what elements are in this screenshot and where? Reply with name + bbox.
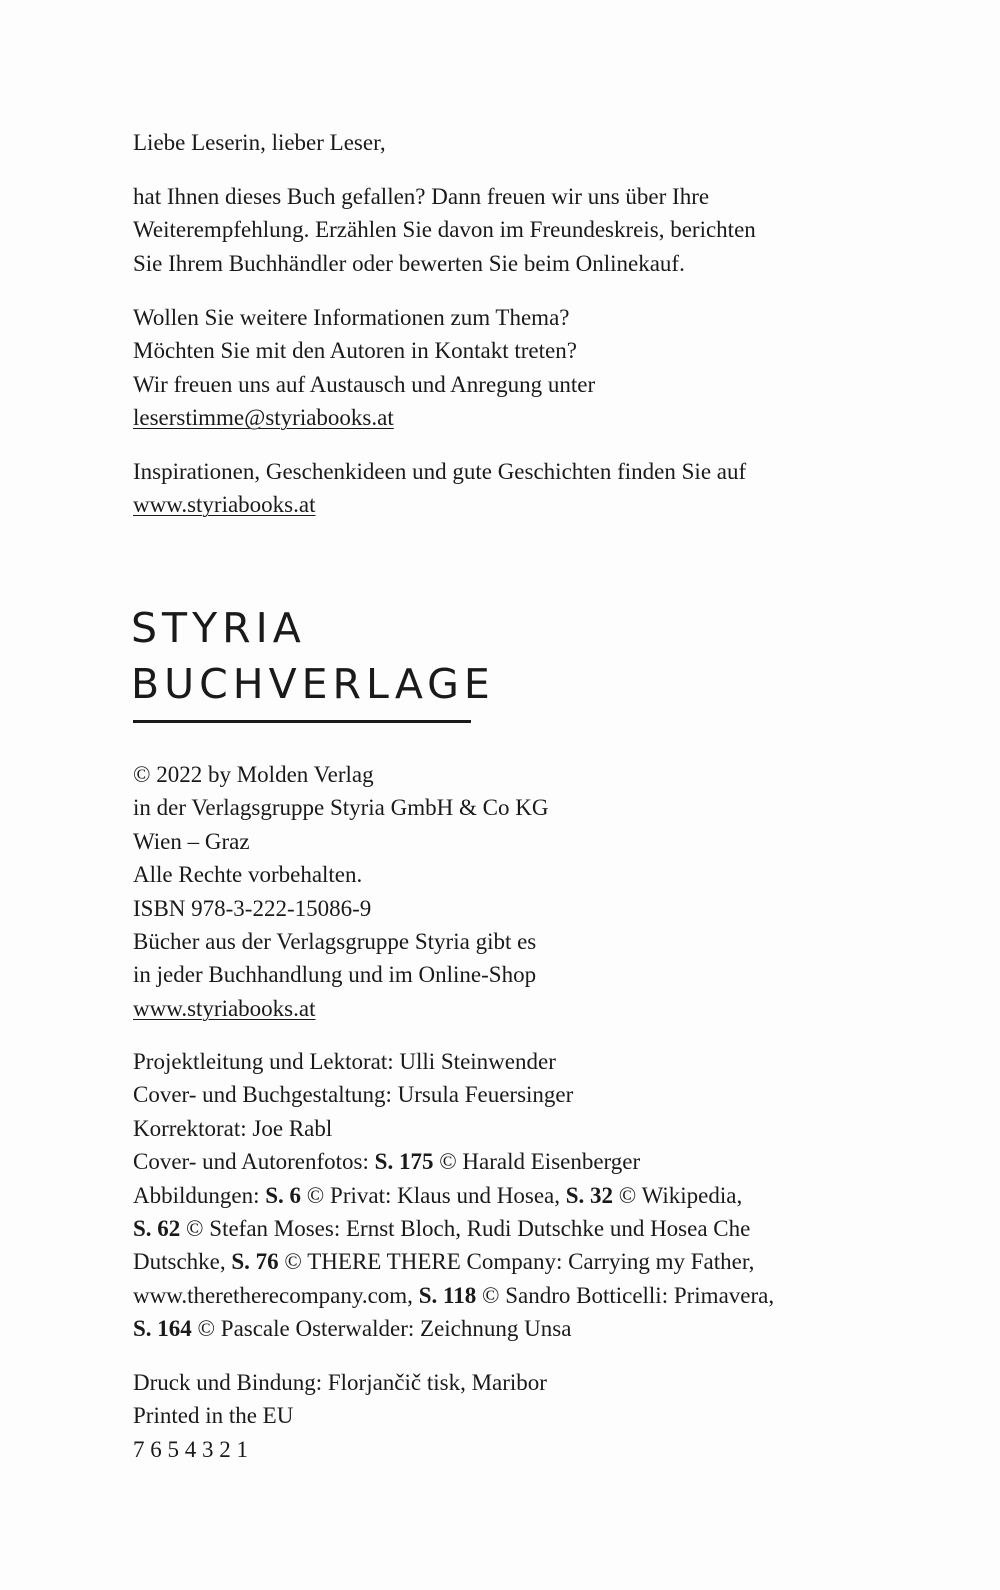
credit-illustrations-cont: S. 62 © Stefan Moses: Ernst Bloch, Rudi Dutschke und Hosea Che	[133, 1216, 751, 1242]
imprint-line: © 2022 by Molden Verlag	[133, 762, 374, 787]
isbn-line: ISBN 978-3-222-15086-9	[133, 895, 372, 921]
inspiration-paragraph	[133, 455, 833, 522]
paragraph-line: Weiterempfehlung. Erzählen Sie davon im Freundeskreis, berichten	[133, 217, 756, 243]
paragraph-line: Inspirationen, Geschenkideen und gute Geschichten finden Sie auf	[133, 459, 747, 484]
credit-illustrations-cont: www.theretherecompany.com, S. 118 © Sandro Botticelli: Primavera,	[133, 1282, 775, 1308]
reader-letter	[133, 126, 833, 159]
credit-illustrations-cont: Dutschke, S. 76 © THERE THERE Company: Carrying my Father,	[133, 1249, 755, 1275]
printing-block	[133, 1366, 833, 1466]
paragraph-line: Wollen Sie weitere Informationen zum Thema?	[133, 305, 570, 330]
paragraph-line: Wir freuen uns auf Austausch und Anregung unter	[133, 371, 596, 397]
imprint-line: Alle Rechte vorbehalten.	[133, 862, 363, 888]
copyright-block	[133, 758, 833, 1025]
credit-illustrations-cont: S. 164 © Pascale Osterwalder: Zeichnung Unsa	[133, 1316, 572, 1342]
credit-design: Cover- und Buchgestaltung: Ursula Feuersinger	[133, 1082, 574, 1108]
greeting: Liebe Leserin, lieber Leser,	[133, 130, 386, 155]
imprint-website-link[interactable]: www.styriabooks.at	[133, 995, 316, 1021]
email-link[interactable]: leserstimme@styriabooks.at	[133, 405, 394, 431]
credits-block	[133, 1045, 833, 1346]
logo-line-2: BUCHVERLAGE	[131, 660, 495, 708]
print-run-line: 7 6 5 4 3 2 1	[133, 1436, 248, 1462]
imprint-line: Bücher aus der Verlagsgruppe Styria gibt es	[133, 929, 537, 955]
imprint-line: Wien – Graz	[133, 828, 250, 854]
contact-paragraph	[133, 301, 833, 435]
credit-project: Projektleitung und Lektorat: Ulli Steinwender	[133, 1049, 556, 1074]
publisher-logo	[131, 600, 495, 712]
printer-line: Druck und Bindung: Florjančič tisk, Maribor	[133, 1370, 547, 1395]
credit-photos: Cover- und Autorenfotos: S. 175 © Harald Eisenberger	[133, 1149, 641, 1175]
website-link[interactable]: www.styriabooks.at	[133, 492, 316, 518]
printed-in-line: Printed in the EU	[133, 1403, 294, 1429]
imprint-line: in jeder Buchhandlung und im Online-Shop	[133, 962, 537, 988]
imprint-line: in der Verlagsgruppe Styria GmbH & Co KG	[133, 795, 549, 821]
credit-illustrations: Abbildungen: S. 6 © Privat: Klaus und Hosea, S. 32 © Wikipedia,	[133, 1182, 743, 1208]
logo-underline	[133, 720, 471, 723]
paragraph-line: hat Ihnen dieses Buch gefallen? Dann freuen wir uns über Ihre	[133, 184, 710, 209]
recommendation-paragraph	[133, 180, 833, 280]
credit-proofreading: Korrektorat: Joe Rabl	[133, 1115, 333, 1141]
logo-line-1: STYRIA	[131, 604, 306, 652]
paragraph-line: Möchten Sie mit den Autoren in Kontakt treten?	[133, 338, 577, 364]
paragraph-line: Sie Ihrem Buchhändler oder bewerten Sie beim Onlinekauf.	[133, 250, 685, 276]
